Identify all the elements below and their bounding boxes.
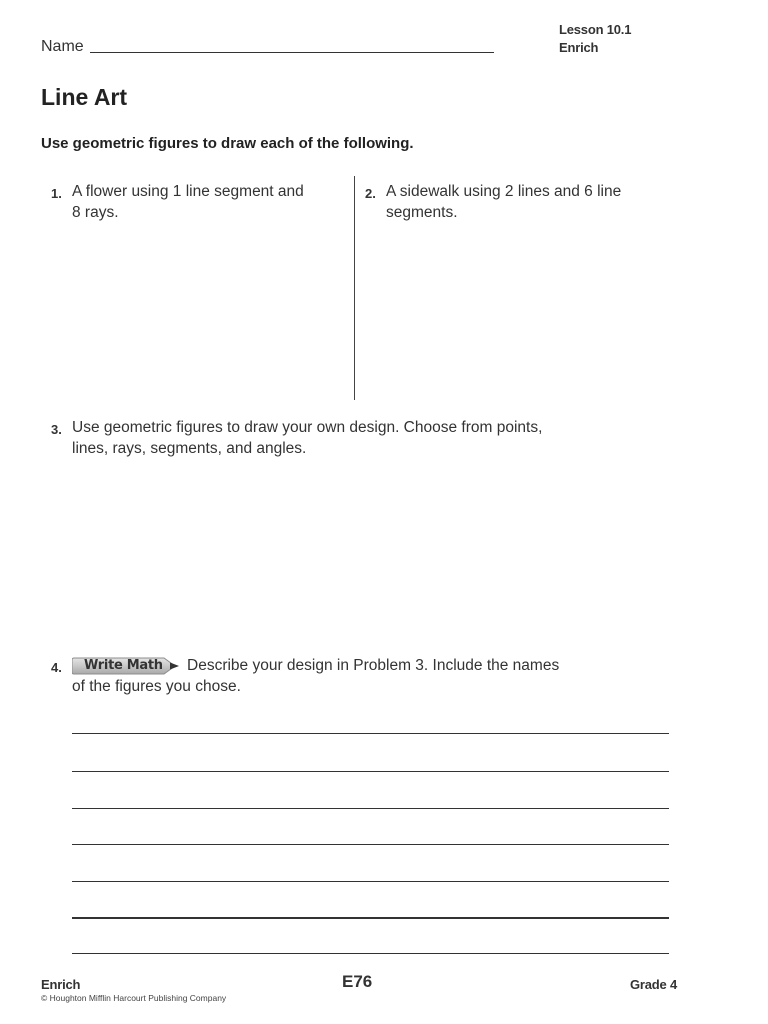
problem-2-line-1: A sidewalk using 2 lines and 6 line (386, 183, 622, 200)
grade-label: Grade 4 (630, 977, 678, 992)
write-math-label: Write Math (84, 658, 163, 673)
problem-3 (41, 417, 641, 637)
name-label: Name (41, 38, 84, 55)
instructions: Use geometric figures to draw each of the following. (41, 135, 414, 152)
problem-4-line-1: Describe your design in Problem 3. Include the names (187, 657, 560, 674)
write-math-badge (72, 655, 180, 677)
problem-1-line-1: A flower using 1 line segment and (72, 183, 304, 200)
problem-2-text (386, 181, 621, 223)
answer-line[interactable] (72, 917, 669, 919)
lesson-type: Enrich (559, 40, 599, 55)
problem-1-line-2: 8 rays. (72, 204, 119, 221)
lesson-number: Lesson 10.1 (559, 22, 632, 37)
problem-1-text (72, 181, 304, 223)
answer-line[interactable] (72, 733, 669, 734)
name-write-line[interactable] (90, 52, 494, 53)
lesson-block (559, 21, 631, 57)
problem-1-number: 1. (51, 186, 62, 201)
problem-3-line-2: lines, rays, segments, and angles. (72, 440, 307, 457)
page-number: E76 (342, 972, 373, 991)
problem-3-line-1: Use geometric figures to draw your own design. Choose from points, (72, 419, 543, 436)
problem-4-line-2: of the figures you chose. (72, 678, 241, 695)
problem-2-line-2: segments. (386, 204, 458, 221)
footer-type: Enrich (41, 977, 81, 992)
problem-1 (41, 181, 341, 401)
problem-4-number: 4. (51, 660, 62, 675)
copyright-notice: © Houghton Mifflin Harcourt Publishing Company (41, 993, 227, 1003)
answer-line[interactable] (72, 808, 669, 809)
problem-3-text (72, 417, 542, 459)
answer-line[interactable] (72, 844, 669, 845)
answer-line[interactable] (72, 771, 669, 772)
page-title: Line Art (41, 84, 128, 110)
problem-3-number: 3. (51, 422, 62, 437)
problem-2 (355, 181, 655, 401)
problem-2-number: 2. (365, 186, 376, 201)
answer-line[interactable] (72, 953, 669, 954)
answer-line[interactable] (72, 881, 669, 882)
